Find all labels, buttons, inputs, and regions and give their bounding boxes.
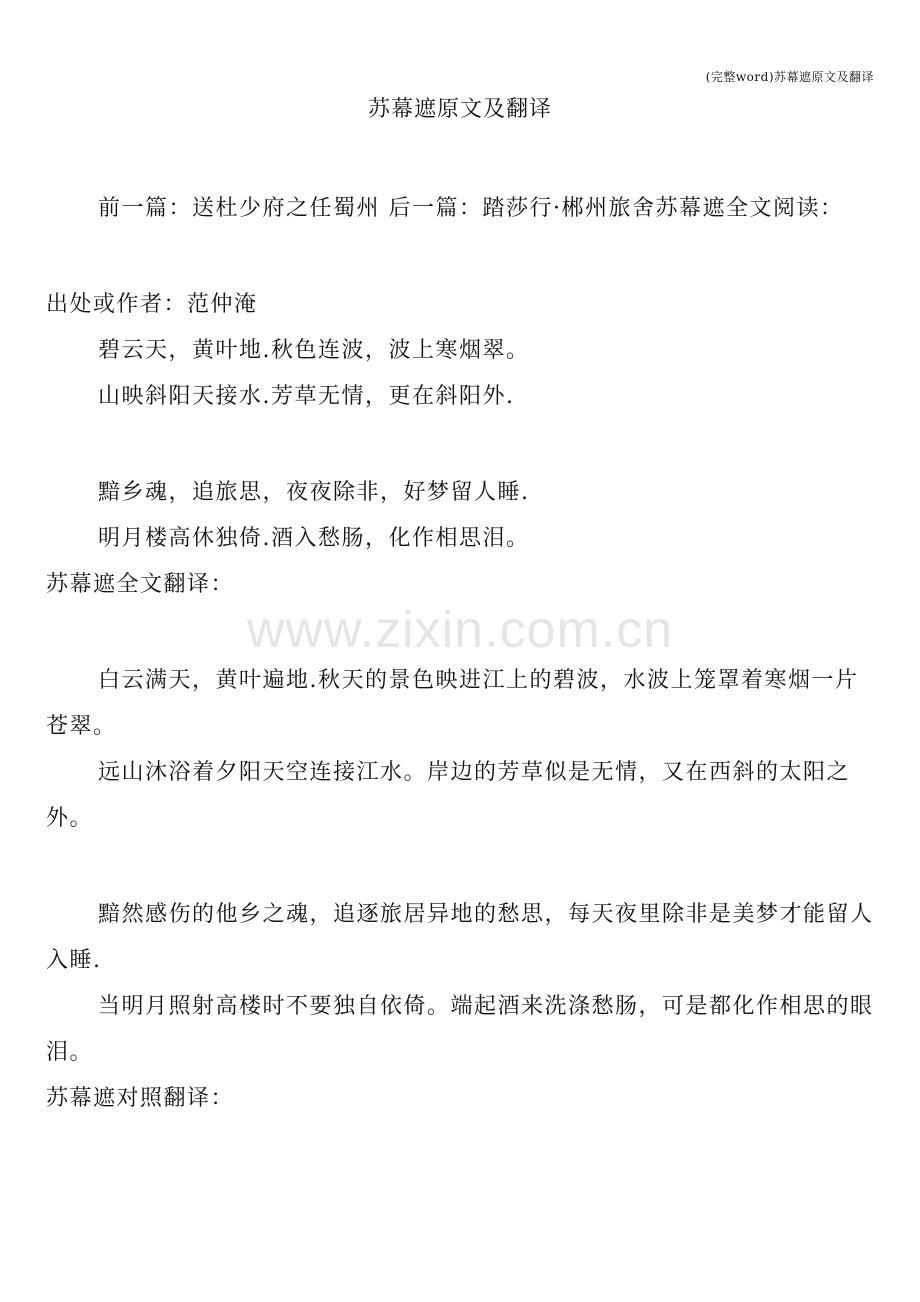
translation-heading: 苏幕遮全文翻译：	[46, 572, 235, 597]
document-body	[46, 186, 876, 1122]
poem-line: 黯乡魂，追旅思，夜夜除非，好梦留人睡.	[98, 480, 530, 505]
document-header-label: (完整word)苏幕遮原文及翻译	[705, 70, 874, 84]
page-title: 苏幕遮原文及翻译	[367, 97, 552, 122]
translation-paragraph: 白云满天，黄叶遍地.秋天的景色映进江上的碧波，水波上笼罩着寒烟一片苍翠。	[46, 668, 859, 739]
source-line: 出处或作者：范仲淹	[46, 292, 258, 317]
comparison-heading: 苏幕遮对照翻译：	[46, 1086, 235, 1111]
nav-line: 前一篇：送杜少府之任蜀州 后一篇：踏莎行·郴州旅舍苏幕遮全文阅读：	[98, 196, 844, 221]
watermark: www.zixin.com.cn	[246, 601, 674, 659]
poem-line: 山映斜阳天接水.芳草无情，更在斜阳外.	[98, 384, 515, 409]
spacer	[46, 232, 876, 282]
translation-paragraph: 黯然感伤的他乡之魂，追逐旅居异地的愁思，每天夜里除非是美梦才能留人入睡.	[46, 902, 874, 973]
spacer	[46, 608, 876, 658]
spacer	[46, 420, 876, 470]
translation-paragraph: 当明月照射高楼时不要独自依倚。端起酒来洗涤愁肠，可是都化作相思的眼泪。	[46, 994, 874, 1065]
translation-paragraph: 远山沐浴着夕阳天空连接江水。岸边的芳草似是无情，又在西斜的太阳之外。	[46, 760, 851, 831]
poem-line: 明月楼高休独倚.酒入愁肠，化作相思泪。	[98, 526, 530, 551]
spacer	[46, 842, 876, 892]
poem-line: 碧云天，黄叶地.秋色连波，波上寒烟翠。	[98, 338, 530, 363]
